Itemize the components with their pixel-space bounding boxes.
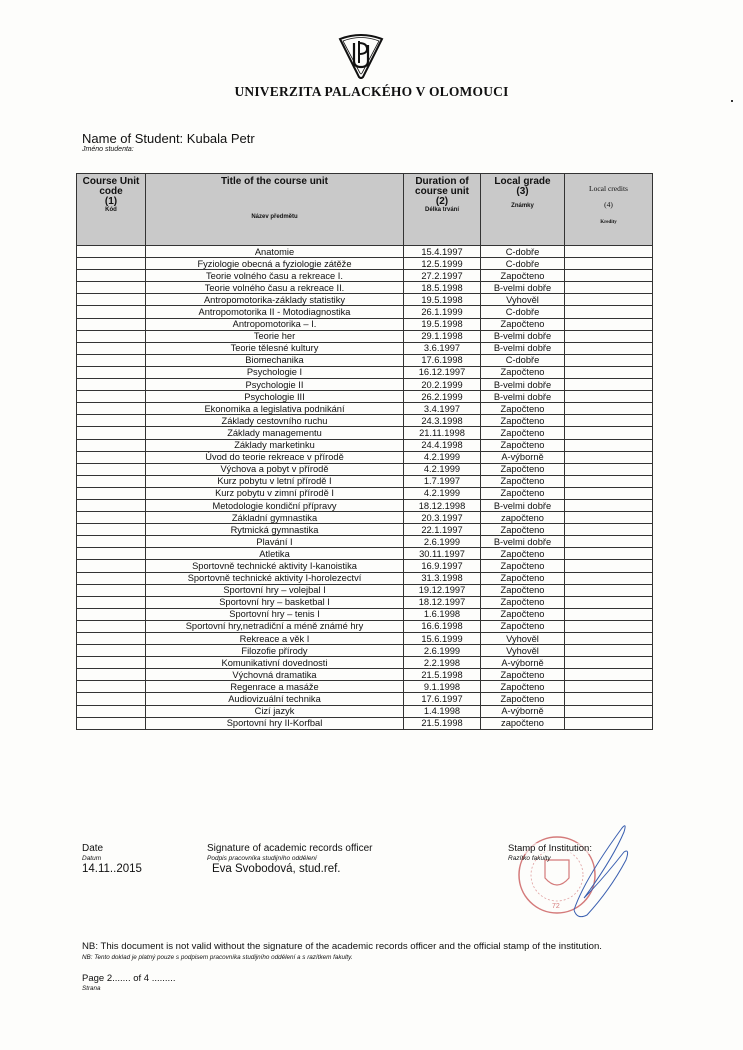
- course-grade-cell: Vyhověl: [481, 645, 565, 657]
- course-date-cell: 4.2.1999: [404, 463, 481, 475]
- course-date-cell: 19.12.1997: [404, 584, 481, 596]
- course-date-cell: 31.3.1998: [404, 572, 481, 584]
- institution-stamp-icon: [512, 820, 642, 930]
- course-grade-cell: Vyhověl: [481, 633, 565, 645]
- course-title-cell: Psychologie III: [146, 391, 404, 403]
- course-code-cell: [77, 584, 146, 596]
- table-row: [77, 705, 653, 717]
- course-credits-cell: [565, 572, 653, 584]
- course-grade-cell: C-dobře: [481, 246, 565, 258]
- course-date-cell: 29.1.1998: [404, 330, 481, 342]
- course-date-cell: 2.6.1999: [404, 536, 481, 548]
- course-grade-cell: B-velmi dobře: [481, 330, 565, 342]
- page-number: Page 2....... of 4 .........: [82, 973, 176, 984]
- col-title: Title of the course unit: [220, 176, 329, 187]
- course-credits-cell: [565, 342, 653, 354]
- course-grade-cell: Započteno: [481, 693, 565, 705]
- course-grade-cell: Započteno: [481, 572, 565, 584]
- course-date-cell: 18.12.1998: [404, 499, 481, 511]
- table-row: [77, 451, 653, 463]
- table-row: [77, 584, 653, 596]
- col-header-code: [77, 174, 146, 246]
- course-date-cell: 3.6.1997: [404, 342, 481, 354]
- table-row: [77, 572, 653, 584]
- course-date-cell: 1.6.1998: [404, 608, 481, 620]
- course-credits-cell: [565, 487, 653, 499]
- table-row: [77, 330, 653, 342]
- table-row: [77, 548, 653, 560]
- course-title-cell: Sportovní hry II-Korfbal: [146, 717, 404, 729]
- course-code-cell: [77, 439, 146, 451]
- course-credits-cell: [565, 669, 653, 681]
- course-title-cell: Kurz pobytu v zimní přírodě I: [146, 487, 404, 499]
- course-title-cell: Teorie volného času a rekreace I.: [146, 270, 404, 282]
- course-credits-cell: [565, 657, 653, 669]
- course-date-cell: 16.12.1997: [404, 366, 481, 378]
- course-credits-cell: [565, 499, 653, 511]
- course-title-cell: Antropomotorika-základy statistiky: [146, 294, 404, 306]
- signature-value: Eva Svobodová, stud.ref.: [212, 863, 341, 875]
- table-row: [77, 282, 653, 294]
- course-date-cell: 9.1.1998: [404, 681, 481, 693]
- col-num: (3): [516, 186, 529, 197]
- course-title-cell: Fyziologie obecná a fyziologie zátěže: [146, 258, 404, 270]
- table-row: [77, 342, 653, 354]
- course-date-cell: 30.11.1997: [404, 548, 481, 560]
- table-row: [77, 669, 653, 681]
- course-code-cell: [77, 645, 146, 657]
- course-credits-cell: [565, 282, 653, 294]
- course-grade-cell: Započteno: [481, 596, 565, 608]
- course-date-cell: 12.5.1999: [404, 258, 481, 270]
- course-credits-cell: [565, 536, 653, 548]
- course-credits-cell: [565, 620, 653, 632]
- course-title-cell: Cizí jazyk: [146, 705, 404, 717]
- course-title-cell: Psychologie II: [146, 379, 404, 391]
- course-date-cell: 21.11.1998: [404, 427, 481, 439]
- course-credits-cell: [565, 270, 653, 282]
- course-title-cell: Antropomotorika II - Motodiagnostika: [146, 306, 404, 318]
- course-grade-cell: Započteno: [481, 584, 565, 596]
- table-row: [77, 403, 653, 415]
- course-title-cell: Sportovně technické aktivity I-horolezectví: [146, 572, 404, 584]
- course-grade-cell: Vyhověl: [481, 294, 565, 306]
- course-credits-cell: [565, 366, 653, 378]
- course-credits-cell: [565, 451, 653, 463]
- course-date-cell: 17.6.1997: [404, 693, 481, 705]
- date-value: 14.11..2015: [82, 863, 142, 875]
- course-code-cell: [77, 403, 146, 415]
- course-code-cell: [77, 499, 146, 511]
- col-num: (1): [104, 196, 118, 207]
- course-credits-cell: [565, 681, 653, 693]
- course-credits-cell: [565, 645, 653, 657]
- course-code-cell: [77, 366, 146, 378]
- table-row: [77, 560, 653, 572]
- course-grade-cell: Započteno: [481, 439, 565, 451]
- course-date-cell: 15.4.1997: [404, 246, 481, 258]
- course-code-cell: [77, 282, 146, 294]
- table-row: [77, 354, 653, 366]
- course-date-cell: 3.4.1997: [404, 403, 481, 415]
- course-code-cell: [77, 657, 146, 669]
- course-code-cell: [77, 596, 146, 608]
- table-row: [77, 499, 653, 511]
- course-title-cell: Kurz pobytu v letní přírodě I: [146, 475, 404, 487]
- course-title-cell: Ekonomika a legislativa podnikání: [146, 403, 404, 415]
- course-credits-cell: [565, 705, 653, 717]
- student-name-label-cz: Jméno studenta:: [82, 146, 134, 153]
- course-code-cell: [77, 620, 146, 632]
- course-grade-cell: B-velmi dobře: [481, 391, 565, 403]
- course-grade-cell: Započteno: [481, 415, 565, 427]
- course-credits-cell: [565, 294, 653, 306]
- course-title-cell: Sportovní hry – volejbal I: [146, 584, 404, 596]
- course-title-cell: Plavání I: [146, 536, 404, 548]
- course-code-cell: [77, 427, 146, 439]
- course-credits-cell: [565, 463, 653, 475]
- course-grade-cell: Započteno: [481, 403, 565, 415]
- col-cz: Kredity: [600, 220, 617, 225]
- course-title-cell: Základy managementu: [146, 427, 404, 439]
- course-credits-cell: [565, 584, 653, 596]
- course-title-cell: Teorie tělesné kultury: [146, 342, 404, 354]
- table-row: [77, 645, 653, 657]
- course-title-cell: Metodologie kondiční přípravy: [146, 499, 404, 511]
- course-code-cell: [77, 342, 146, 354]
- col-header-duration: [404, 174, 481, 246]
- course-grade-cell: Započteno: [481, 487, 565, 499]
- course-grade-cell: Započteno: [481, 608, 565, 620]
- table-row: [77, 681, 653, 693]
- course-title-cell: Regenrace a masáže: [146, 681, 404, 693]
- course-date-cell: 19.5.1998: [404, 318, 481, 330]
- course-grade-cell: Započteno: [481, 548, 565, 560]
- course-title-cell: Anatomie: [146, 246, 404, 258]
- course-date-cell: 20.3.1997: [404, 512, 481, 524]
- course-credits-cell: [565, 633, 653, 645]
- col-header-title: [146, 174, 404, 246]
- course-date-cell: 24.3.1998: [404, 415, 481, 427]
- course-code-cell: [77, 572, 146, 584]
- col-header-credits: [565, 174, 653, 246]
- col-title: Local credits: [589, 184, 628, 193]
- university-logo-icon: [337, 33, 385, 79]
- course-code-cell: [77, 536, 146, 548]
- course-grade-cell: Započteno: [481, 560, 565, 572]
- course-code-cell: [77, 379, 146, 391]
- course-title-cell: Základy marketinku: [146, 439, 404, 451]
- table-row: [77, 427, 653, 439]
- course-credits-cell: [565, 330, 653, 342]
- table-header-row: [77, 174, 653, 246]
- course-title-cell: Sportovní hry,netradiční a méně známé hry: [146, 620, 404, 632]
- stamp-number: 72: [552, 903, 560, 910]
- course-grade-cell: Započteno: [481, 270, 565, 282]
- course-title-cell: Základní gymnastika: [146, 512, 404, 524]
- course-grade-cell: C-dobře: [481, 258, 565, 270]
- course-date-cell: 27.2.1997: [404, 270, 481, 282]
- course-date-cell: 4.2.1999: [404, 451, 481, 463]
- course-grade-cell: Započteno: [481, 475, 565, 487]
- col-num: (4): [604, 200, 613, 209]
- course-date-cell: 21.5.1998: [404, 669, 481, 681]
- course-grade-cell: B-velmi dobře: [481, 379, 565, 391]
- course-code-cell: [77, 524, 146, 536]
- table-row: [77, 391, 653, 403]
- table-row: [77, 487, 653, 499]
- table-row: [77, 608, 653, 620]
- course-date-cell: 18.5.1998: [404, 282, 481, 294]
- table-row: [77, 693, 653, 705]
- course-date-cell: 26.1.1999: [404, 306, 481, 318]
- course-credits-cell: [565, 318, 653, 330]
- course-grade-cell: B-velmi dobře: [481, 282, 565, 294]
- course-code-cell: [77, 270, 146, 282]
- col-title: Duration of course unit: [415, 176, 469, 197]
- course-grade-cell: Započteno: [481, 669, 565, 681]
- col-num: (2): [435, 196, 449, 207]
- course-code-cell: [77, 330, 146, 342]
- course-code-cell: [77, 512, 146, 524]
- course-code-cell: [77, 608, 146, 620]
- col-cz: Délka trvání: [424, 207, 460, 213]
- course-date-cell: 1.4.1998: [404, 705, 481, 717]
- validity-note-cz: NB: Tento doklad je platný pouze s podpisem pracovníka studijního oddělení a s razítkem fakulty.: [82, 954, 353, 961]
- course-date-cell: 2.6.1999: [404, 645, 481, 657]
- table-row: [77, 475, 653, 487]
- course-grade-cell: Započteno: [481, 366, 565, 378]
- course-credits-cell: [565, 246, 653, 258]
- course-credits-cell: [565, 439, 653, 451]
- course-credits-cell: [565, 608, 653, 620]
- course-code-cell: [77, 246, 146, 258]
- course-credits-cell: [565, 524, 653, 536]
- course-credits-cell: [565, 403, 653, 415]
- table-row: [77, 463, 653, 475]
- date-label-cz: Datum: [82, 855, 102, 862]
- course-code-cell: [77, 717, 146, 729]
- course-date-cell: 16.6.1998: [404, 620, 481, 632]
- course-grade-cell: Započteno: [481, 620, 565, 632]
- table-row: [77, 318, 653, 330]
- university-name: UNIVERZITA PALACKÉHO V OLOMOUCI: [234, 84, 509, 99]
- course-grade-cell: C-dobře: [481, 306, 565, 318]
- table-row: [77, 246, 653, 258]
- course-credits-cell: [565, 475, 653, 487]
- course-title-cell: Atletika: [146, 548, 404, 560]
- course-grade-cell: B-velmi dobře: [481, 499, 565, 511]
- col-header-grade: [481, 174, 565, 246]
- course-code-cell: [77, 415, 146, 427]
- student-name-label: Name of Student:: [82, 131, 184, 146]
- col-cz: Známky: [511, 203, 534, 209]
- table-row: [77, 270, 653, 282]
- course-code-cell: [77, 548, 146, 560]
- stamp-label: Stamp of Institution:: [508, 843, 592, 854]
- table-row: [77, 596, 653, 608]
- course-grade-cell: B-velmi dobře: [481, 536, 565, 548]
- course-title-cell: Rekreace a věk I: [146, 633, 404, 645]
- course-date-cell: 21.5.1998: [404, 717, 481, 729]
- table-row: [77, 512, 653, 524]
- course-grade-cell: započteno: [481, 512, 565, 524]
- course-code-cell: [77, 258, 146, 270]
- stamp-label-cz: Razítko fakulty: [508, 855, 551, 862]
- course-code-cell: [77, 354, 146, 366]
- course-credits-cell: [565, 379, 653, 391]
- table-row: [77, 717, 653, 729]
- course-date-cell: 26.2.1999: [404, 391, 481, 403]
- course-grade-cell: A-výborně: [481, 705, 565, 717]
- course-code-cell: [77, 633, 146, 645]
- course-code-cell: [77, 391, 146, 403]
- course-credits-cell: [565, 548, 653, 560]
- signature-label-cz: Podpis pracovníka studijního oddělení: [207, 855, 317, 862]
- course-credits-cell: [565, 306, 653, 318]
- course-title-cell: Výchova a pobyt v přírodě: [146, 463, 404, 475]
- course-code-cell: [77, 560, 146, 572]
- student-name-line: [82, 131, 255, 146]
- course-grade-cell: Započteno: [481, 524, 565, 536]
- course-date-cell: 2.2.1998: [404, 657, 481, 669]
- course-title-cell: Komunikativní dovednosti: [146, 657, 404, 669]
- course-date-cell: 15.6.1999: [404, 633, 481, 645]
- course-title-cell: Výchovná dramatika: [146, 669, 404, 681]
- course-grade-cell: Započteno: [481, 681, 565, 693]
- course-code-cell: [77, 487, 146, 499]
- col-cz: Název předmětu: [251, 214, 298, 220]
- course-code-cell: [77, 306, 146, 318]
- course-credits-cell: [565, 415, 653, 427]
- table-row: [77, 633, 653, 645]
- course-grade-cell: A-výborně: [481, 657, 565, 669]
- course-title-cell: Antropomotorika – I.: [146, 318, 404, 330]
- course-grade-cell: C-dobře: [481, 354, 565, 366]
- course-credits-cell: [565, 427, 653, 439]
- table-row: [77, 536, 653, 548]
- table-row: [77, 524, 653, 536]
- course-grade-cell: A-výborně: [481, 451, 565, 463]
- course-title-cell: Biomechanika: [146, 354, 404, 366]
- course-date-cell: 20.2.1999: [404, 379, 481, 391]
- course-credits-cell: [565, 596, 653, 608]
- course-title-cell: Úvod do teorie rekreace v přírodě: [146, 451, 404, 463]
- table-row: [77, 258, 653, 270]
- date-label: Date: [82, 843, 104, 854]
- table-row: [77, 657, 653, 669]
- course-date-cell: 18.12.1997: [404, 596, 481, 608]
- course-title-cell: Teorie her: [146, 330, 404, 342]
- course-credits-cell: [565, 693, 653, 705]
- course-date-cell: 22.1.1997: [404, 524, 481, 536]
- course-date-cell: 4.2.1999: [404, 487, 481, 499]
- course-grade-cell: Započteno: [481, 318, 565, 330]
- course-code-cell: [77, 681, 146, 693]
- table-row: [77, 294, 653, 306]
- course-code-cell: [77, 294, 146, 306]
- table-row: [77, 439, 653, 451]
- col-title: Local grade: [494, 176, 551, 187]
- course-date-cell: 19.5.1998: [404, 294, 481, 306]
- table-row: [77, 620, 653, 632]
- course-credits-cell: [565, 560, 653, 572]
- course-code-cell: [77, 451, 146, 463]
- table-row: [77, 379, 653, 391]
- course-code-cell: [77, 318, 146, 330]
- course-title-cell: Rytmická gymnastika: [146, 524, 404, 536]
- page-number-cz: Strana: [82, 985, 101, 992]
- course-grade-cell: B-velmi dobře: [481, 342, 565, 354]
- table-row: [77, 306, 653, 318]
- table-row: [77, 415, 653, 427]
- course-title-cell: Teorie volného času a rekreace II.: [146, 282, 404, 294]
- course-credits-cell: [565, 717, 653, 729]
- student-name: Kubala Petr: [186, 131, 255, 146]
- courses-table: [76, 173, 653, 730]
- scan-speck: [731, 100, 733, 102]
- course-code-cell: [77, 475, 146, 487]
- course-date-cell: 17.6.1998: [404, 354, 481, 366]
- course-title-cell: Filozofie přírody: [146, 645, 404, 657]
- course-title-cell: Sportovně technické aktivity I-kanoistika: [146, 560, 404, 572]
- course-title-cell: Základy cestovního ruchu: [146, 415, 404, 427]
- course-title-cell: Audiovizuální technika: [146, 693, 404, 705]
- course-code-cell: [77, 705, 146, 717]
- course-title-cell: Sportovní hry – tenis I: [146, 608, 404, 620]
- course-code-cell: [77, 669, 146, 681]
- course-date-cell: 16.9.1997: [404, 560, 481, 572]
- table-row: [77, 366, 653, 378]
- col-title: Course Unit code: [82, 176, 140, 197]
- course-code-cell: [77, 463, 146, 475]
- course-grade-cell: Započteno: [481, 463, 565, 475]
- validity-note: NB: This document is not valid without the signature of the academic records officer and the official stamp of the institution.: [82, 941, 602, 952]
- col-cz: Kód: [105, 207, 117, 213]
- course-date-cell: 24.4.1998: [404, 439, 481, 451]
- course-credits-cell: [565, 354, 653, 366]
- course-title-cell: Psychologie I: [146, 366, 404, 378]
- course-grade-cell: započteno: [481, 717, 565, 729]
- course-title-cell: Sportovní hry – basketbal I: [146, 596, 404, 608]
- course-credits-cell: [565, 258, 653, 270]
- course-credits-cell: [565, 391, 653, 403]
- course-grade-cell: Započteno: [481, 427, 565, 439]
- course-date-cell: 1.7.1997: [404, 475, 481, 487]
- signature-label: Signature of academic records officer: [207, 843, 373, 854]
- course-code-cell: [77, 693, 146, 705]
- course-credits-cell: [565, 512, 653, 524]
